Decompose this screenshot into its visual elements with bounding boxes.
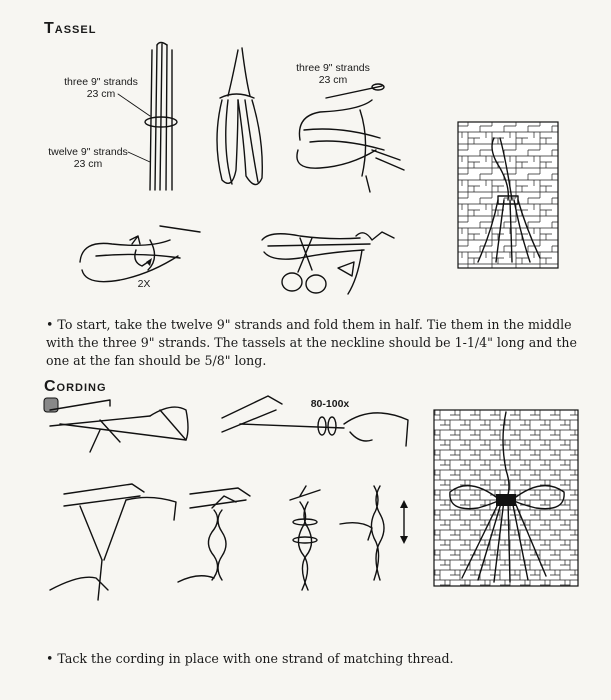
cording-step-6-figure [340, 486, 408, 580]
twelve-strands-label-text: twelve 9" strands [48, 146, 128, 158]
three-strands-label-2-text: three 9" strands [296, 62, 370, 74]
tassel-heading: Tassel [44, 20, 97, 37]
cording-step-2-figure [222, 396, 408, 446]
cording-step-5-figure [290, 486, 320, 590]
three-strands-label-2-cm: 23 cm [318, 74, 348, 86]
tassel-step-2-figure [217, 48, 262, 185]
cording-step-4-figure [178, 488, 250, 582]
cording-step-3-figure [50, 484, 176, 600]
tassel-step-5-figure [262, 232, 394, 294]
cording-heading: Cording [44, 378, 107, 395]
tassel-step-4-figure [80, 226, 200, 282]
cording-instructions: • Tack the cording in place with one strand of matching thread. [46, 651, 454, 666]
twists-label: 80-100x [310, 398, 350, 410]
three-strands-label-1-cm: 23 cm [86, 88, 116, 100]
twelve-strands-label-cm: 23 cm [73, 158, 103, 170]
tassel-instructions: • To start, take the twelve 9" strands and fold them in half. Tie them in the middle with the three 9" strands. The tassels at the neckline should be 1-1/4" long and the one at the fan should be 5/8" long. [46, 317, 577, 368]
twice-label: 2X [137, 278, 151, 290]
cording-grid-figure [434, 410, 578, 586]
cording-step-1-figure [44, 398, 188, 452]
tassel-grid-figure [458, 122, 558, 268]
tassel-step-3-figure [297, 84, 404, 192]
tassel-step-1-figure [118, 43, 177, 191]
three-strands-label-1-text: three 9" strands [64, 76, 138, 88]
